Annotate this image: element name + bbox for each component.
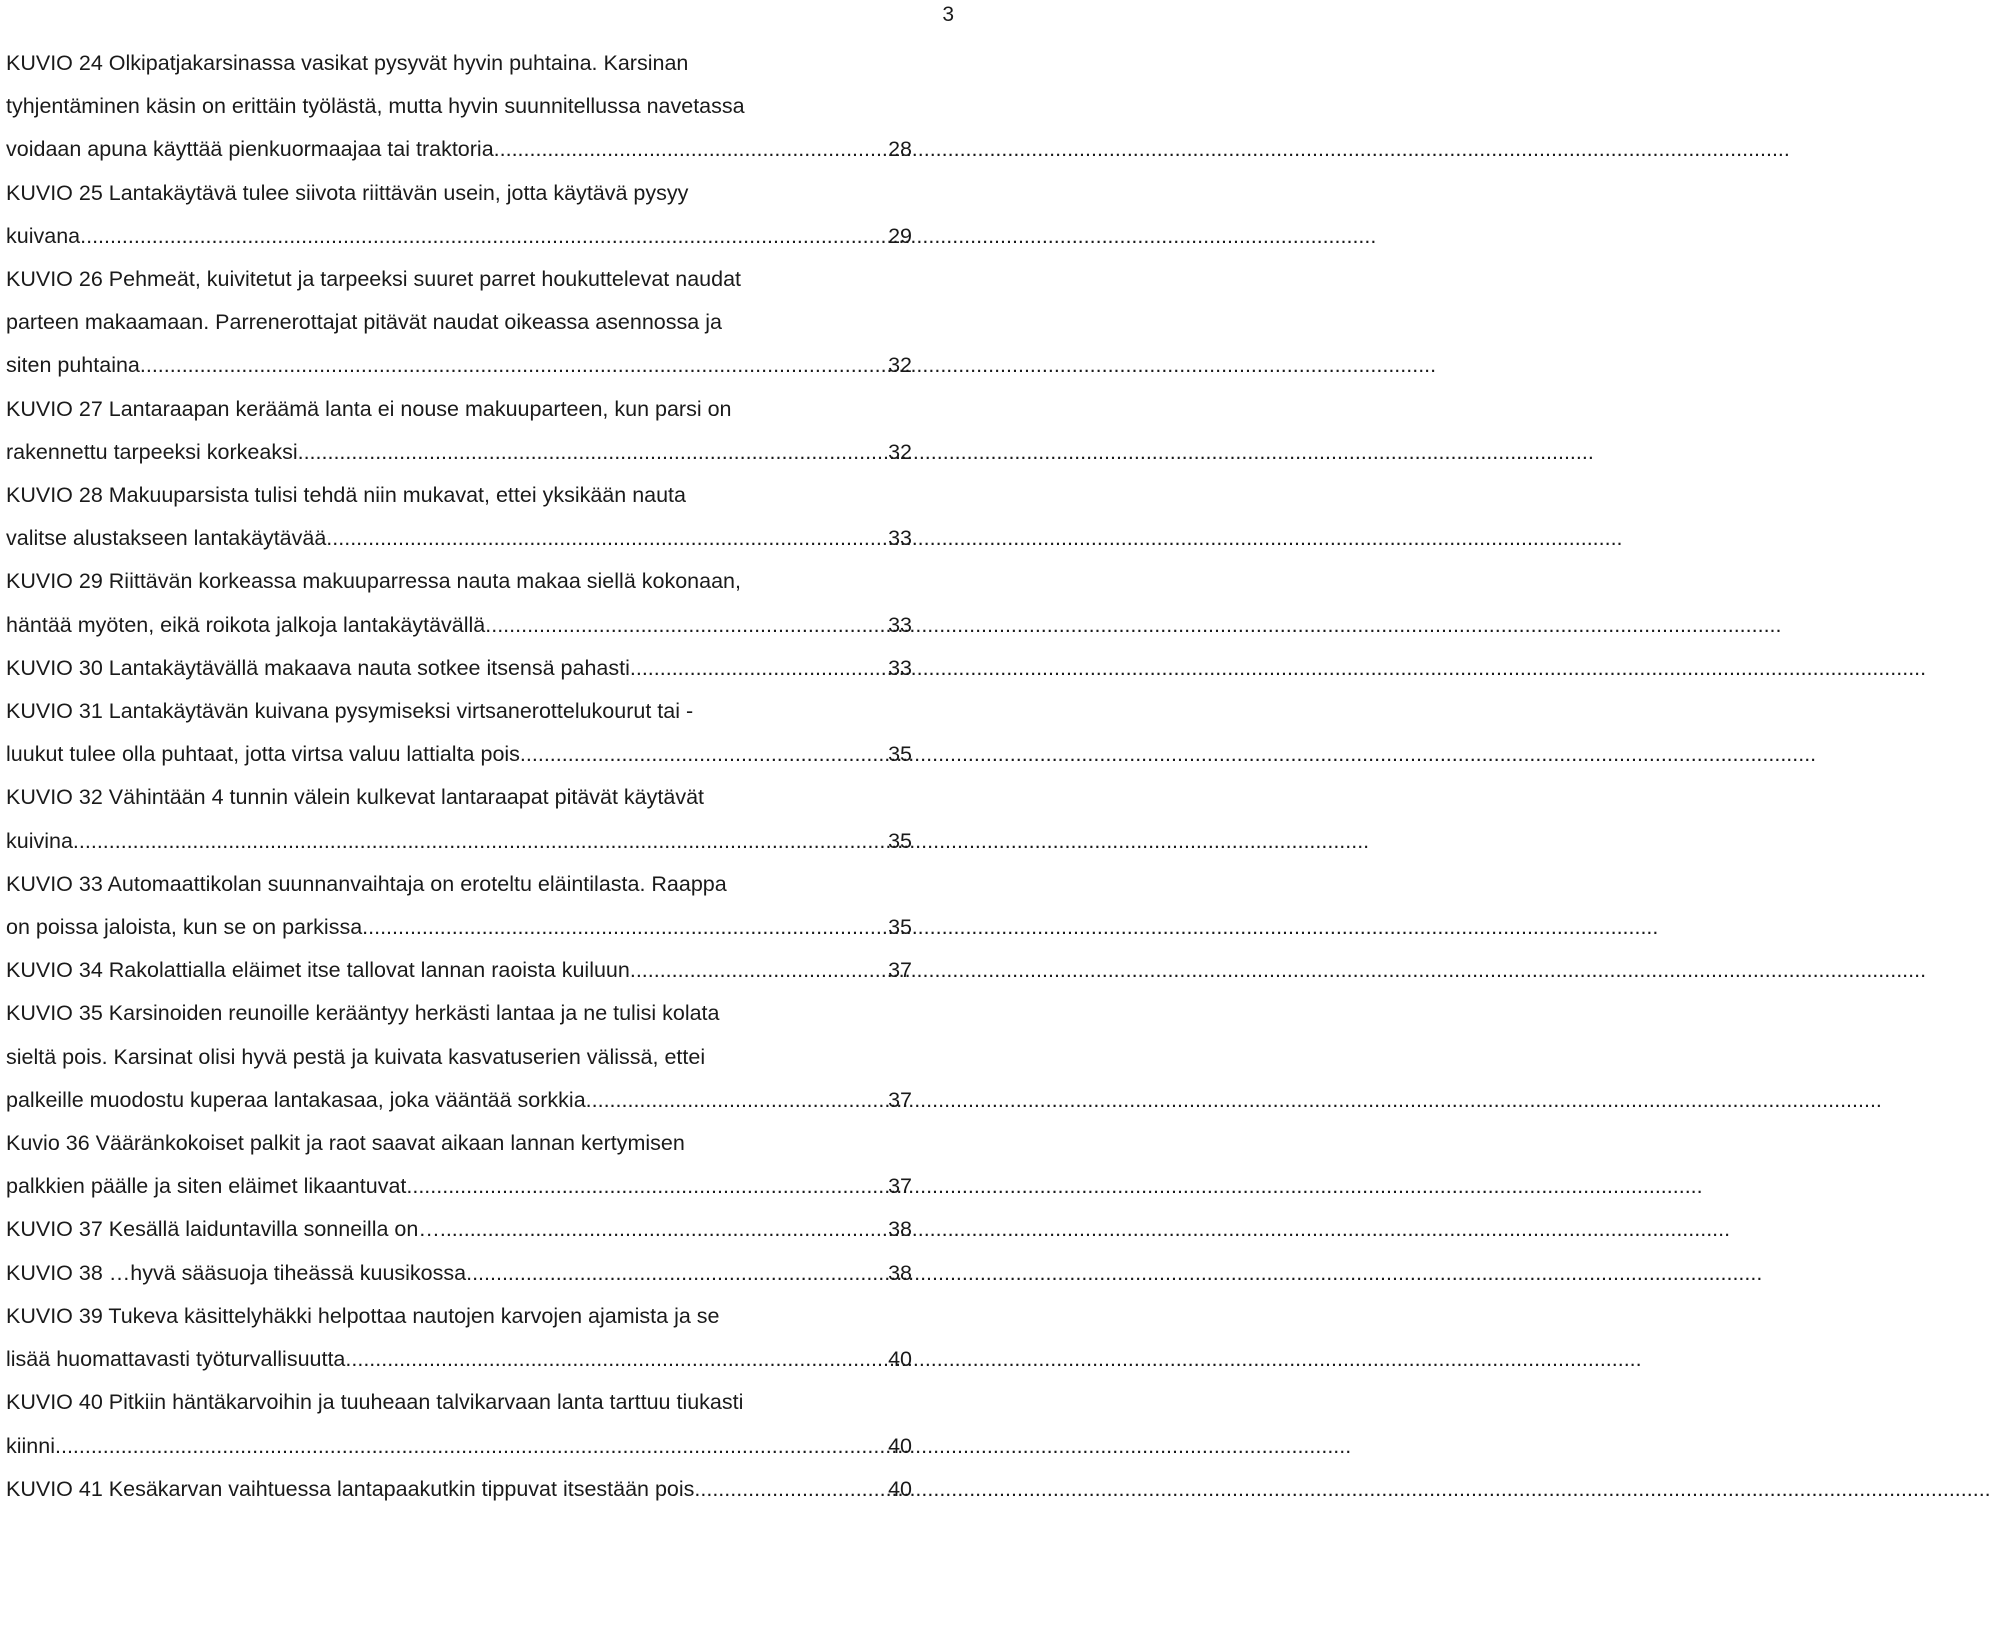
dot-leader <box>700 1468 888 1511</box>
toc-entry[interactable] <box>6 474 912 560</box>
toc-entry-line: KUVIO 38 …hyvä sääsuoja tiheässä kuusikossa. <box>6 1260 473 1285</box>
toc-entry-line: KUVIO 26 Pehmeät, kuivitetut ja tarpeeksi suuret parret houkuttelevat naudat <box>6 267 741 292</box>
toc-entry-line: häntää myöten, eikä roikota jalkoja lantakäytävällä. <box>6 612 492 637</box>
toc-entry-last-line <box>6 820 912 863</box>
toc-entry[interactable] <box>6 690 912 776</box>
toc-entry-line: Kuvio 36 Vääränkokoiset palkit ja raot saavat aikaan lannan kertymisen <box>6 1131 685 1156</box>
dot-leader <box>440 1208 888 1251</box>
toc-entry-last-line <box>6 1338 912 1381</box>
dot-leader <box>592 1079 888 1122</box>
dot-leader <box>472 1252 888 1295</box>
toc-entry-last-line <box>6 1252 912 1295</box>
toc-entry[interactable] <box>6 172 912 258</box>
toc-entry-line: KUVIO 41 Kesäkarvan vaihtuessa lantapaakutkin tippuvat itsestään pois. <box>6 1476 701 1501</box>
toc-entry[interactable] <box>6 1381 912 1467</box>
dot-leader <box>332 517 888 560</box>
toc-entry-line: tyhjentäminen käsin on erittäin työlästä, mutta hyvin suunnitellussa navetassa <box>6 94 745 119</box>
toc-entry-last-line <box>6 1468 912 1511</box>
toc-entry-line: KUVIO 37 Kesällä laiduntavilla sonneilla on… <box>6 1217 440 1242</box>
toc-entry-page-number: 40 <box>888 1476 912 1501</box>
toc-entry-page-number: 40 <box>888 1347 912 1372</box>
toc-entry-last-line <box>6 949 912 992</box>
toc-entry-last-line <box>6 344 912 387</box>
toc-entry-page-number: 40 <box>888 1433 912 1458</box>
toc-entry-last-line <box>6 215 912 258</box>
toc-entry-line: KUVIO 30 Lantakäytävällä makaava nauta sotkee itsensä pahasti. <box>6 655 636 680</box>
dot-leader <box>636 647 888 690</box>
toc-entry[interactable] <box>6 1208 912 1251</box>
toc-entry-page-number: 35 <box>888 915 912 940</box>
toc-entry-line: palkeille muodostu kuperaa lantakasaa, joka vääntää sorkkia. <box>6 1087 592 1112</box>
dot-leader <box>526 733 888 776</box>
dot-leader <box>368 906 888 949</box>
toc-entry-last-line <box>6 517 912 560</box>
toc-entry-line: voidaan apuna käyttää pienkuormaajaa tai traktoria. <box>6 137 500 162</box>
toc-entry-line: KUVIO 28 Makuuparsista tulisi tehdä niin mukavat, ettei yksikään nauta <box>6 483 686 508</box>
page-number: 3 <box>942 3 954 26</box>
toc-entry[interactable] <box>6 258 912 388</box>
toc-entry-last-line <box>6 1079 912 1122</box>
toc-entry-last-line <box>6 647 912 690</box>
toc-entry-line: KUVIO 27 Lantaraapan keräämä lanta ei nouse makuuparteen, kun parsi on <box>6 396 732 421</box>
toc-entry-page-number: 32 <box>888 439 912 464</box>
toc-entry-last-line <box>6 1425 912 1468</box>
toc-entry-line: KUVIO 35 Karsinoiden reunoille kerääntyy herkästi lantaa ja ne tulisi kolata <box>6 1001 720 1026</box>
toc-entry[interactable] <box>6 1252 912 1295</box>
toc-entry-line: KUVIO 31 Lantakäytävän kuivana pysymiseksi virtsanerottelukourut tai - <box>6 699 694 724</box>
toc-entry-page-number: 38 <box>888 1217 912 1242</box>
dot-leader <box>304 431 889 474</box>
toc-entry-last-line <box>6 1208 912 1251</box>
toc-entry-line: siten puhtaina. <box>6 353 146 378</box>
toc-entry[interactable] <box>6 776 912 862</box>
toc-entry-page-number: 28 <box>888 137 912 162</box>
toc-entry-page-number: 32 <box>888 353 912 378</box>
toc-entry-line: sieltä pois. Karsinat olisi hyvä pestä ja kuivata kasvatuserien välissä, ettei <box>6 1044 706 1069</box>
toc-entry-line: KUVIO 29 Riittävän korkeassa makuuparressa nauta makaa siellä kokonaan, <box>6 569 741 594</box>
toc-entry-page-number: 29 <box>888 223 912 248</box>
toc-entry-page-number: 37 <box>888 958 912 983</box>
toc-entry-line: KUVIO 33 Automaattikolan suunnanvaihtaja on eroteltu eläintilasta. Raappa <box>6 871 727 896</box>
dot-leader <box>412 1165 888 1208</box>
toc-entry[interactable] <box>6 1122 912 1208</box>
toc-entry[interactable] <box>6 560 912 646</box>
toc-entry-line: KUVIO 32 Vähintään 4 tunnin välein kulkevat lantaraapat pitävät käytävät <box>6 785 704 810</box>
toc-entry-line: KUVIO 39 Tukeva käsittelyhäkki helpottaa nautojen karvojen ajamista ja se <box>6 1303 720 1328</box>
toc-entry-last-line <box>6 733 912 776</box>
dot-leader <box>86 215 888 258</box>
toc-entry[interactable] <box>6 992 912 1122</box>
toc-entry-last-line <box>6 128 912 171</box>
toc-entry-line: rakennettu tarpeeksi korkeaksi. <box>6 439 304 464</box>
toc-entry[interactable] <box>6 647 912 690</box>
toc-entry-line: parteen makaamaan. Parrenerottajat pitävät naudat oikeassa asennossa ja <box>6 310 722 335</box>
dot-leader <box>500 128 888 171</box>
toc-entry-line: luukut tulee olla puhtaat, jotta virtsa valuu lattialta pois. <box>6 742 526 767</box>
toc-entry-page-number: 37 <box>888 1087 912 1112</box>
toc-entry-page-number: 37 <box>888 1174 912 1199</box>
toc-entry-page-number: 38 <box>888 1260 912 1285</box>
toc-entry-last-line <box>6 906 912 949</box>
toc-entry-line: KUVIO 24 Olkipatjakarsinassa vasikat pysyvät hyvin puhtaina. Karsinan <box>6 51 689 75</box>
toc-entry[interactable] <box>6 388 912 474</box>
dot-leader <box>491 604 888 647</box>
toc-entry-page-number: 35 <box>888 742 912 767</box>
toc-entry-page-number: 33 <box>888 612 912 637</box>
toc-entry-page-number: 35 <box>888 828 912 853</box>
dot-leader <box>636 949 888 992</box>
toc-entry-line: lisää huomattavasti työturvallisuutta. <box>6 1347 352 1372</box>
toc-entry-line: palkkien päälle ja siten eläimet likaantuvat. <box>6 1174 413 1199</box>
table-of-figures <box>6 42 912 1511</box>
toc-entry-last-line <box>6 1165 912 1208</box>
toc-entry-line: kuivina. <box>6 828 79 853</box>
dot-leader <box>351 1338 888 1381</box>
toc-entry[interactable] <box>6 949 912 992</box>
toc-entry[interactable] <box>6 1295 912 1381</box>
dot-leader <box>61 1425 888 1468</box>
toc-entry[interactable] <box>6 863 912 949</box>
toc-entry-line: KUVIO 40 Pitkiin häntäkarvoihin ja tuuheaan talvikarvaan lanta tarttuu tiukasti <box>6 1390 744 1415</box>
toc-entry-line: KUVIO 34 Rakolattialla eläimet itse tallovat lannan raoista kuiluun. <box>6 958 636 983</box>
dot-leader <box>79 820 888 863</box>
toc-entry-line: KUVIO 25 Lantakäytävä tulee siivota riittävän usein, jotta käytävä pysyy <box>6 180 689 205</box>
toc-entry[interactable] <box>6 42 912 172</box>
toc-entry-line: kiinni. <box>6 1433 61 1458</box>
dot-leader <box>146 344 888 387</box>
toc-entry-last-line <box>6 431 912 474</box>
toc-entry-page-number: 33 <box>888 526 912 551</box>
toc-entry-last-line <box>6 604 912 647</box>
toc-entry-line: on poissa jaloista, kun se on parkissa. <box>6 915 369 940</box>
toc-entry-page-number: 33 <box>888 655 912 680</box>
toc-entry[interactable] <box>6 1468 912 1511</box>
toc-entry-line: kuivana. <box>6 223 87 248</box>
toc-entry-line: valitse alustakseen lantakäytävää. <box>6 526 333 551</box>
